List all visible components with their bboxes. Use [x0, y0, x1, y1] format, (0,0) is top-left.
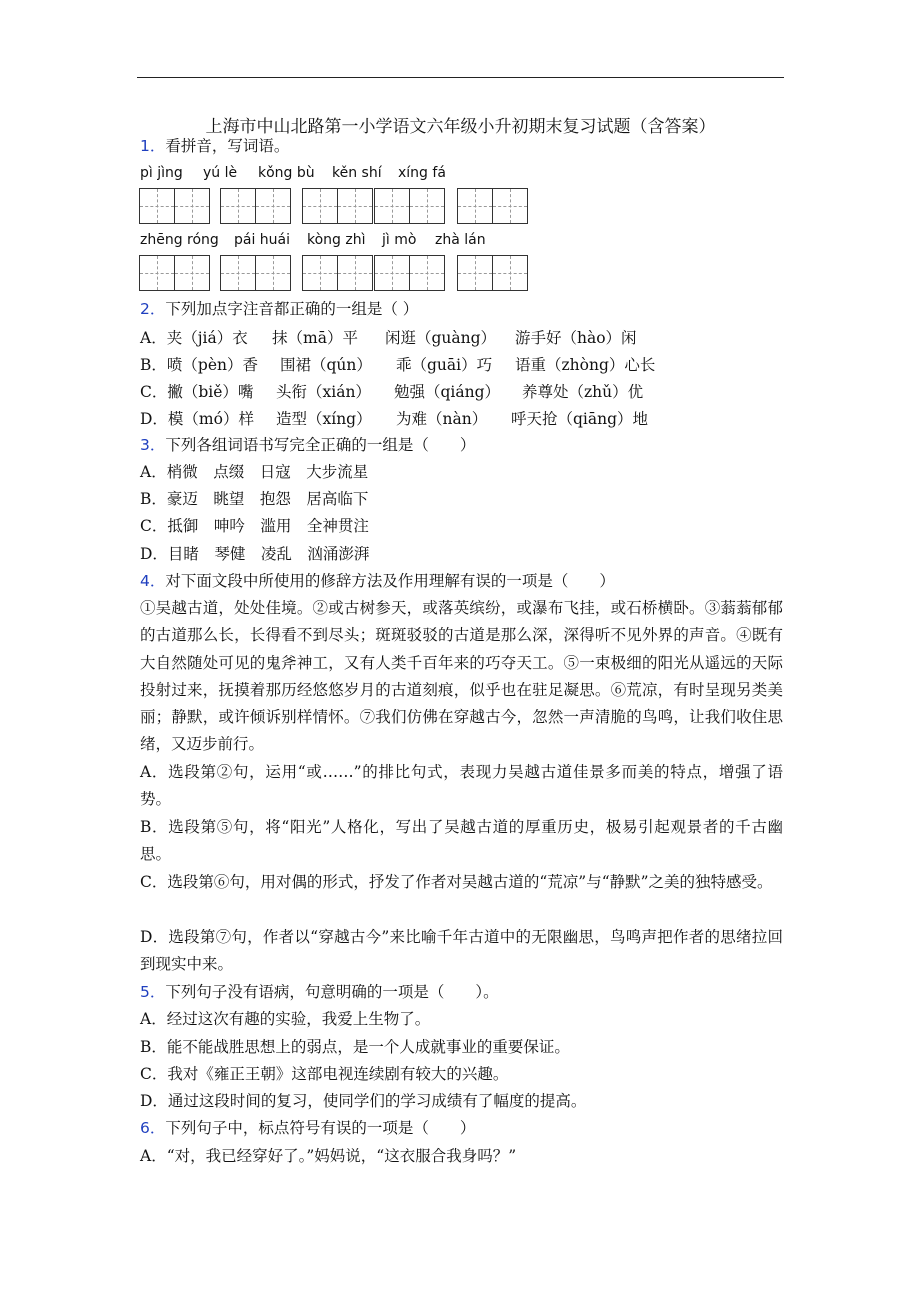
q2-option-d-2: 造型（xíng） [276, 410, 372, 428]
q2-option-a-2: 抹（mā）平 [272, 329, 358, 347]
q2-heading [140, 299, 418, 319]
q6-option-a: A．“对，我已经穿好了。”妈妈说，“这衣服合我身吗？” [140, 1147, 517, 1165]
character-box-pair[interactable] [457, 255, 528, 291]
character-box-pair[interactable] [139, 255, 210, 291]
character-box-pair[interactable] [374, 188, 445, 224]
q3-stem: 下列各组词语书写完全正确的一组是（ ） [165, 436, 476, 454]
q5-option-b: B．能不能战胜思想上的弱点，是一个人成就事业的重要保证。 [140, 1038, 570, 1056]
character-box-pair[interactable] [302, 188, 373, 224]
q2-option-b-1: B．喷（pèn）香 [140, 356, 258, 374]
header-rule [137, 77, 784, 78]
q3-option-b: B．豪迈 眺望 抱怨 居高临下 [140, 490, 369, 508]
q4-stem: 对下面文段中所使用的修辞方法及作用理解有误的一项是（ ） [165, 572, 615, 590]
pinyin-label: jì mò [382, 232, 417, 248]
q1-stem: 看拼音，写词语。 [165, 137, 290, 155]
q6-stem: 下列句子中，标点符号有误的一项是（ ） [165, 1119, 476, 1137]
q2-option-d-1: D．模（mó）样 [140, 410, 254, 428]
q4-option-b: B．选段第⑤句，将“阳光”人格化，写出了吴越古道的厚重历史，极易引起观景者的千古幽思。 [140, 818, 783, 864]
character-box-pair[interactable] [374, 255, 445, 291]
q5-number: 5． [140, 983, 166, 1001]
q3-heading [140, 435, 475, 455]
q4-heading [140, 571, 615, 591]
character-box-pair[interactable] [139, 188, 210, 224]
q5-option-a: A．经过这次有趣的实验，我爱上生物了。 [140, 1010, 431, 1028]
pinyin-label: zhà lán [435, 232, 486, 248]
q6-heading [140, 1118, 475, 1138]
q3-option-d: D．目睹 琴健 凌乱 汹涌澎湃 [140, 545, 370, 563]
q2-number: 2． [140, 300, 166, 318]
q3-option-a: A．梢微 点缀 日寇 大步流星 [140, 463, 369, 481]
pinyin-label: pì jìng [140, 165, 183, 181]
q4-number: 4． [140, 572, 166, 590]
pinyin-label: kǒng bù [258, 165, 315, 181]
q5-option-c: C．我对《雍正王朝》这部电视连续剧有较大的兴趣。 [140, 1065, 509, 1083]
q3-option-c: C．抵御 呻吟 滥用 全神贯注 [140, 517, 369, 535]
q5-stem: 下列句子没有语病，句意明确的一项是（ ）。 [165, 983, 499, 1001]
q2-option-b-3: 乖（guāi）巧 [396, 356, 493, 374]
q2-stem: 下列加点字注音都正确的一组是（ ） [165, 300, 419, 318]
q4-option-c: C．选段第⑥句，用对偶的形式，抒发了作者对吴越古道的“荒凉”与“静默”之美的独特感受。 [140, 873, 773, 891]
character-box-pair[interactable] [302, 255, 373, 291]
q2-option-d-4: 呼天抢（qiāng）地 [511, 410, 649, 428]
q2-option-a-4: 游手好（hào）闲 [515, 329, 637, 347]
pinyin-label: xíng fá [398, 165, 446, 181]
q2-option-b-2: 围裙（qún） [280, 356, 372, 374]
q2-option-c-2: 头衔（xián） [276, 383, 371, 401]
character-box-pair[interactable] [220, 188, 291, 224]
q3-number: 3． [140, 436, 166, 454]
pinyin-label: yú lè [203, 165, 238, 181]
q4-passage: ①吴越古道，处处佳境。②或古树参天，或落英缤纷，或瀑布飞挂，或石桥横卧。③蓊蓊郁郁的古道那么长，长得看不到尽头；斑斑驳驳的古道是那么深，深得听不见外界的声音。④既有大自然随处可见的鬼斧神工，又有人类千百年来的巧夺天工。⑤一束极细的阳光从遥远的天际投射过来，抚摸着那历经悠悠岁月的古道刻痕，似乎也在驻足凝思。⑥荒凉，有时呈现另类美丽；静默，或许倾诉别样情怀。⑦我们仿佛在穿越古今，忽然一声清脆的鸟鸣，让我们收住思绪，又迈步前行。 [140, 599, 783, 754]
q4-option-a: A．选段第②句，运用“或……”的排比句式，表现力吴越古道佳景多而美的特点，增强了语势。 [140, 763, 783, 809]
pinyin-label: pái huái [234, 232, 291, 248]
q2-option-d-3: 为难（nàn） [396, 410, 488, 428]
q5-option-d: D．通过这段时间的复习，使同学们的学习成绩有了幅度的提高。 [140, 1092, 587, 1110]
q2-option-c-4: 养尊处（zhǔ）优 [522, 383, 644, 401]
q2-option-c-1: C．撇（biě）嘴 [140, 383, 254, 401]
q2-option-b-4: 语重（zhòng）心长 [515, 356, 656, 374]
q2-option-a-1: A．夹（jiá）衣 [140, 329, 248, 347]
q6-number: 6． [140, 1119, 166, 1137]
character-box-pair[interactable] [220, 255, 291, 291]
q5-heading [140, 982, 499, 1002]
character-box-pair[interactable] [457, 188, 528, 224]
q1-heading [140, 136, 289, 156]
pinyin-label: kòng zhì [307, 232, 366, 248]
q1-number: 1． [140, 137, 166, 155]
q2-option-c-3: 勉强（qiáng） [394, 383, 501, 401]
pinyin-label: zhēng róng [140, 232, 219, 248]
page-title: 上海市中山北路第一小学语文六年级小升初期末复习试题（含答案） [205, 117, 716, 137]
pinyin-label: kěn shí [332, 165, 382, 181]
q2-option-a-3: 闲逛（guàng） [385, 329, 497, 347]
q4-option-d: D．选段第⑦句，作者以“穿越古今”来比喻千年古道中的无限幽思，鸟鸣声把作者的思绪拉回到现实中来。 [140, 928, 783, 974]
